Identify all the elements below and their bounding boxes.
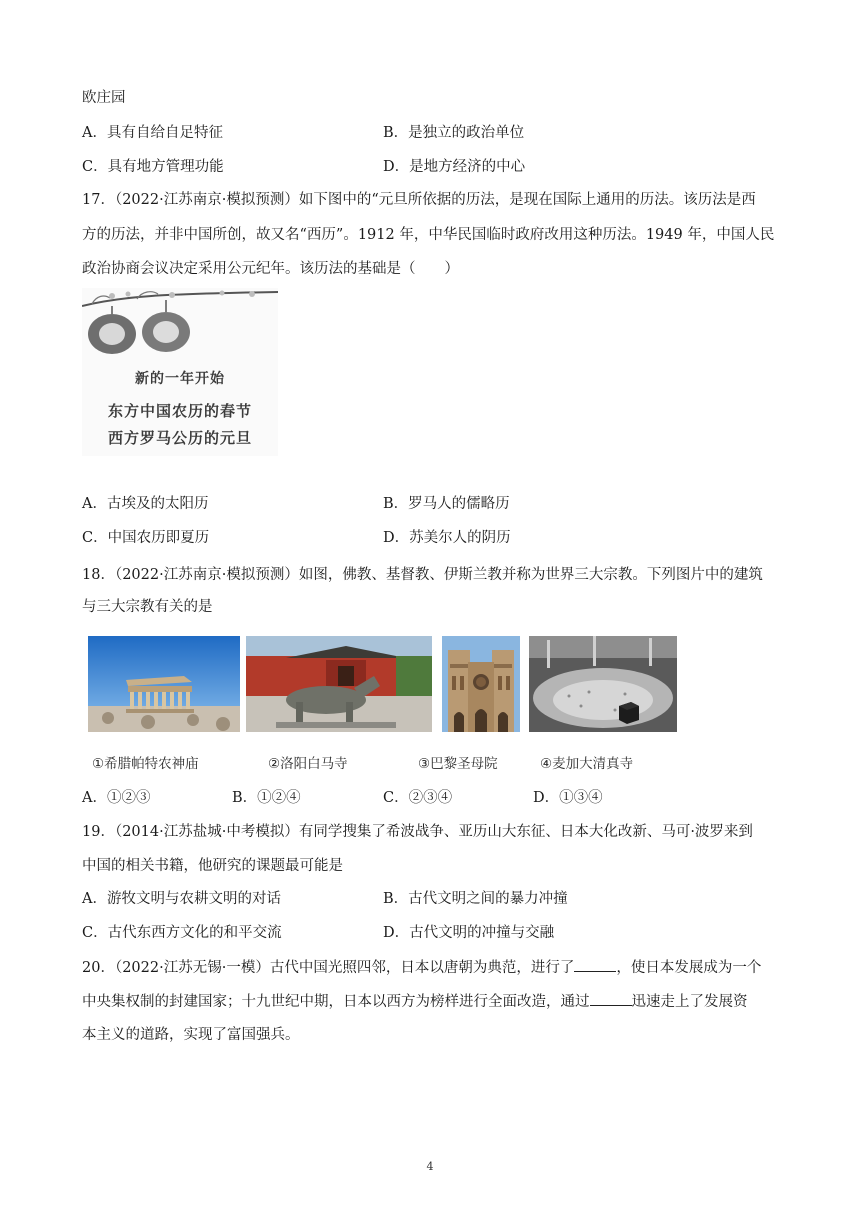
answer-blank-2 [590, 991, 632, 1006]
q19-stem-line2: 中国的相关书籍，他研究的课题最可能是 [82, 858, 343, 874]
q16-option-d: D．是地方经济的中心 [383, 159, 526, 175]
q20-text-2b: 迅速走上了发展资 [631, 994, 748, 1010]
q17-stem-line2: 方的历法，并非中国所创，故又名“西历”。1912 年，中华民国临时政府改用这种历法。1949 年，中国人民 [82, 227, 775, 243]
q17-option-a: A．古埃及的太阳历 [82, 496, 209, 512]
q16-option-b: B．是独立的政治单位 [383, 125, 525, 141]
q18-stem-line2: 与三大宗教有关的是 [82, 599, 213, 615]
q20-text-1a: 20．（2022·江苏无锡·一模）古代中国光照四邻，日本以唐朝为典范，进行了 [82, 960, 575, 976]
q16-stem-tail: 欧庄园 [82, 90, 126, 106]
photo-caption-4: ④麦加大清真寺 [540, 756, 634, 772]
parthenon-photo [88, 636, 240, 732]
mecca-mosque-photo [529, 636, 677, 732]
calendar-caption-line3: 西方罗马公历的元旦 [107, 429, 252, 447]
q19-stem-line1: 19．（2014·江苏盐城·中考模拟）有同学搜集了希波战争、亚历山大东征、日本大化改新、马可·波罗来到 [82, 824, 753, 840]
q19-option-b: B．古代文明之间的暴力冲撞 [383, 891, 568, 907]
lantern-branch-illustration [82, 288, 278, 358]
notre-dame-photo [442, 636, 520, 732]
white-horse-temple-photo [246, 636, 432, 732]
q18-option-c: C．②③④ [383, 790, 453, 806]
q20-stem-line2 [82, 991, 748, 1012]
q17-option-d: D．苏美尔人的阴历 [383, 530, 511, 546]
photo-caption-3: ③巴黎圣母院 [418, 756, 498, 772]
photo-caption-2: ②洛阳白马寺 [268, 756, 348, 772]
q17-option-b: B．罗马人的儒略历 [383, 496, 510, 512]
calendar-image [82, 288, 278, 456]
answer-blank-1 [574, 957, 616, 972]
q18-stem-line1: 18．（2022·江苏南京·模拟预测）如图，佛教、基督教、伊斯兰教并称为世界三大宗教。下列图片中的建筑 [82, 567, 763, 583]
q19-option-c: C．古代东西方文化的和平交流 [82, 925, 282, 941]
q20-text-2a: 中央集权制的封建国家；十九世纪中期，日本以西方为榜样进行全面改造，通过 [82, 994, 590, 1010]
q18-option-d: D．①③④ [533, 790, 603, 806]
q17-stem-line3: 政治协商会议决定采用公元纪年。该历法的基础是（ ） [82, 261, 459, 277]
calendar-caption-line2: 东方中国农历的春节 [107, 402, 252, 420]
q20-stem-line3: 本主义的道路，实现了富国强兵。 [82, 1027, 300, 1043]
q19-option-d: D．古代文明的冲撞与交融 [383, 925, 555, 941]
q16-option-c: C．具有地方管理功能 [82, 159, 224, 175]
q17-option-c: C．中国农历即夏历 [82, 530, 210, 546]
q18-option-b: B．①②④ [232, 790, 301, 806]
page-number: 4 [426, 1160, 434, 1173]
q17-stem-line1: 17．（2022·江苏南京·模拟预测）如下图中的“元旦所依据的历法，是现在国际上通用的历法。该历法是西 [82, 192, 756, 208]
calendar-caption-line1: 新的一年开始 [135, 371, 225, 387]
q18-option-a: A．①②③ [82, 790, 151, 806]
q20-stem-line1 [82, 957, 761, 978]
photo-caption-1: ①希腊帕特农神庙 [92, 756, 199, 772]
q20-text-1b: ，使日本发展成为一个 [616, 960, 762, 976]
q16-option-a: A．具有自给自足特征 [82, 125, 223, 141]
q19-option-a: A．游牧文明与农耕文明的对话 [82, 891, 281, 907]
